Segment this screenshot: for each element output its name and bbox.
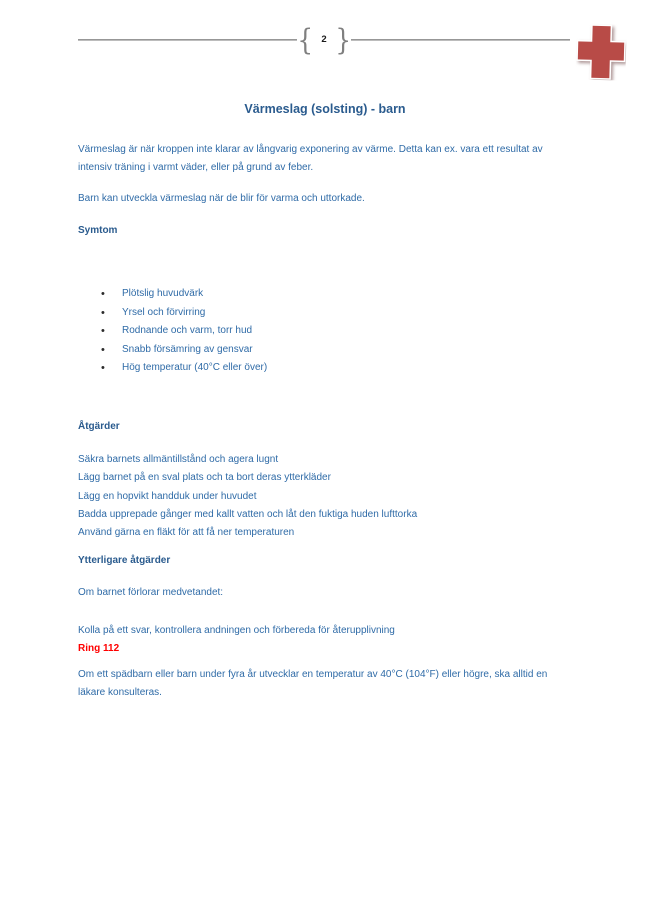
- action-line: Säkra barnets allmäntillstånd och agera lugnt: [78, 454, 279, 465]
- list-item: • Plötslig huvudvärk: [78, 285, 575, 304]
- list-item: • Rodnande och varm, torr hud: [78, 322, 575, 341]
- action-line: Badda upprepade gånger med kallt vatten och låt den fuktiga huden lufttorka: [78, 508, 418, 520]
- list-item: • Snabb försämring av gensvar: [78, 341, 575, 360]
- intro-paragraph-2: Barn kan utveckla värmeslag när de blir för varma och uttorkade.: [78, 193, 365, 204]
- symptoms-list: [78, 285, 575, 378]
- page-number: 2: [321, 33, 327, 45]
- page-title: Värmeslag (solsting) - barn: [244, 102, 406, 116]
- further-actions-heading: Ytterligare åtgärder: [78, 555, 171, 566]
- header-rule-left: [78, 39, 297, 41]
- list-item: • Yrsel och förvirring: [78, 304, 575, 323]
- action-line: Lägg en hopvikt handduk under huvudet: [78, 490, 257, 502]
- action-line: Lägg barnet på en sval plats och ta bort deras ytterkläder: [78, 472, 331, 484]
- actions-list: [78, 451, 575, 542]
- red-cross-icon: [575, 23, 626, 80]
- actions-heading: Åtgärder: [78, 421, 120, 432]
- further-actions-condition: Om barnet förlorar medvetandet:: [78, 587, 224, 598]
- intro-paragraph-1: Värmeslag är när kroppen inte klarar av långvarig exponering av värme. Detta kan ex. vara ett resultat av intensiv träning i varmt väder, eller på grund av feber.: [78, 144, 543, 174]
- list-item: • Hög temperatur (40°C eller över): [78, 359, 575, 378]
- header-rule-right: [351, 39, 570, 41]
- page-number-decoration: [296, 24, 352, 56]
- action-line: Använd gärna en fläkt för att få ner temperaturen: [78, 527, 295, 539]
- left-brace-ornament: {: [297, 22, 314, 57]
- further-actions-instruction: Kolla på ett svar, kontrollera andningen och förbereda för återupplivning: [78, 625, 395, 636]
- symptoms-heading: Symtom: [78, 225, 118, 236]
- doctor-consult-note: Om ett spädbarn eller barn under fyra år utvecklar en temperatur av 40°C (104°F) eller högre, ska alltid en läkare konsulteras.: [78, 669, 548, 699]
- right-brace-ornament: }: [334, 22, 351, 57]
- emergency-call-line: Ring 112: [78, 643, 120, 654]
